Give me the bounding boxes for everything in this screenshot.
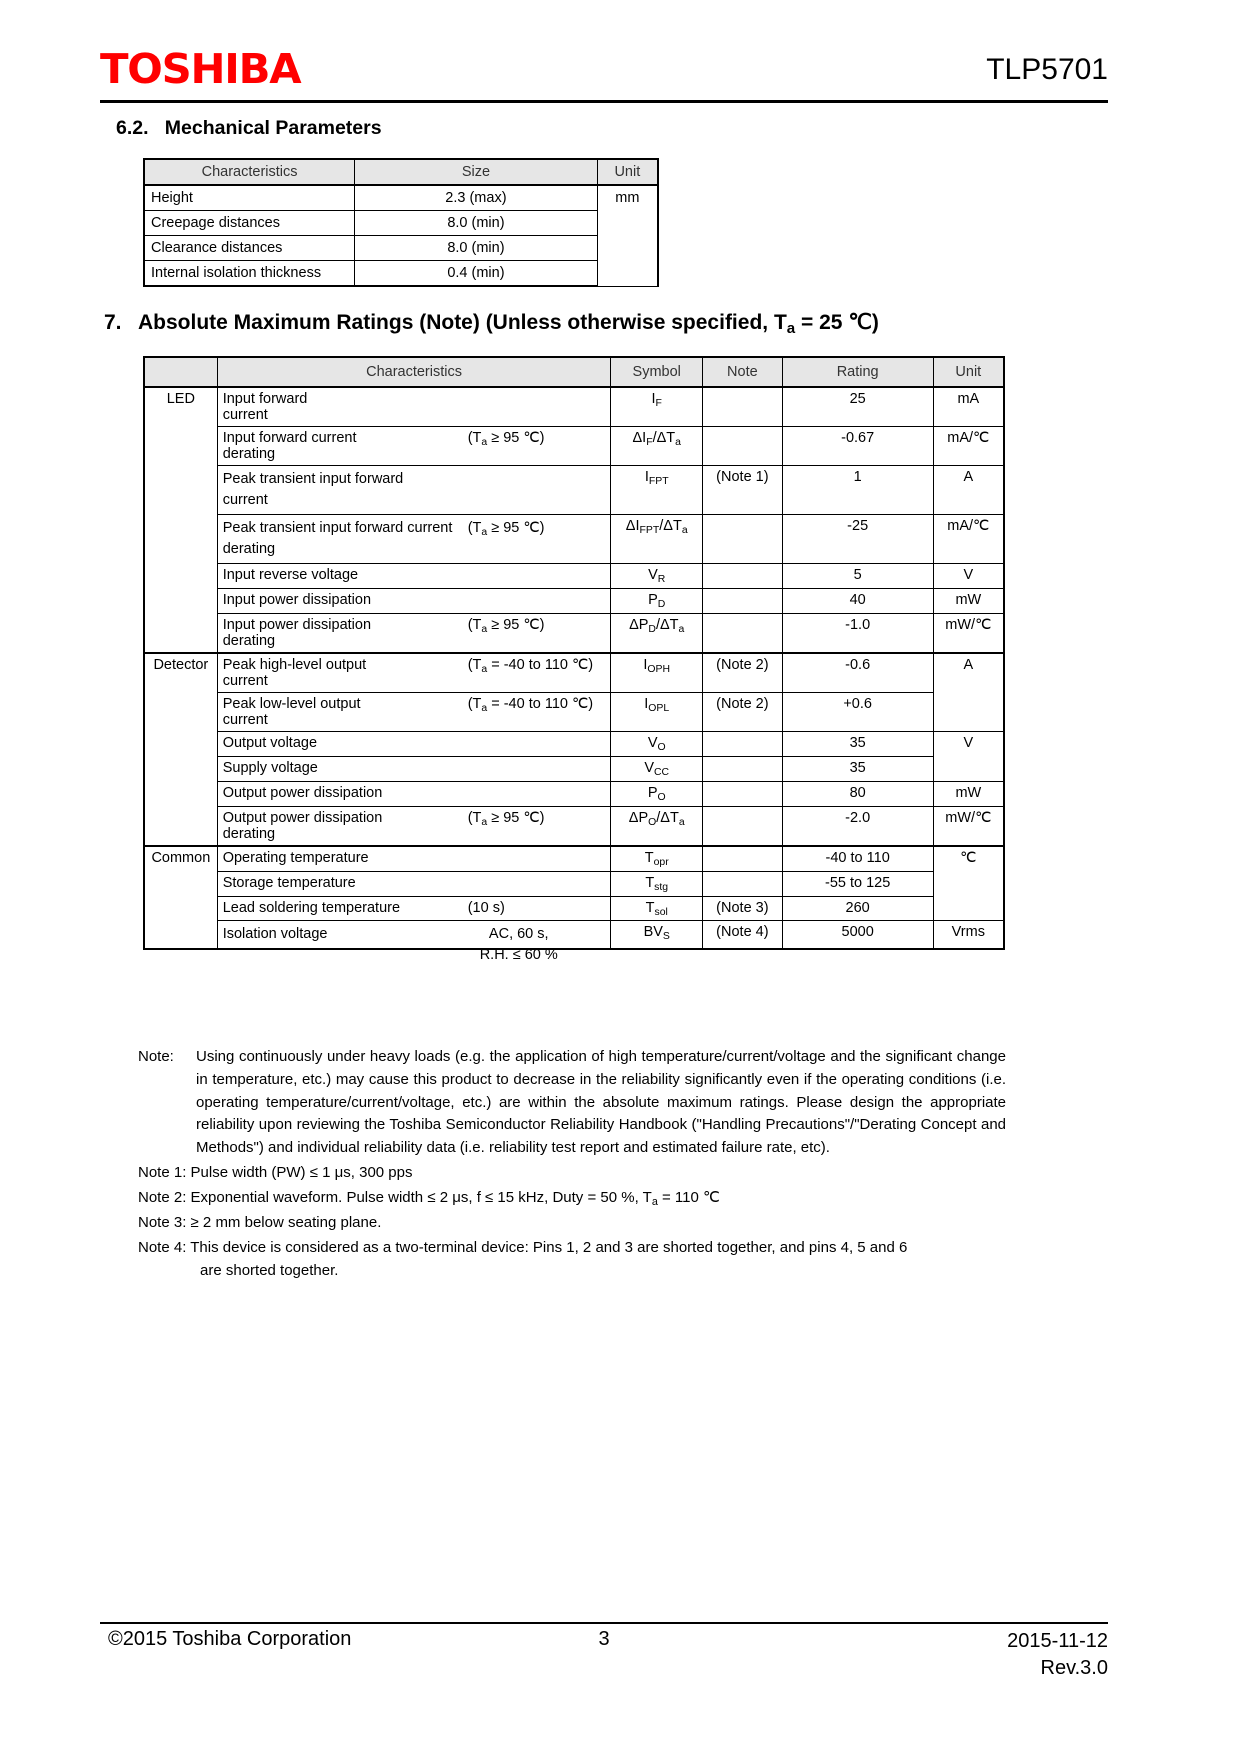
amr-cell-unit: mW bbox=[933, 588, 1004, 613]
amr-cell-symbol: $\Delta P_D/\Delta T_a$ bbox=[611, 613, 703, 653]
table-row bbox=[144, 387, 1004, 427]
amr-cell-rating: -1.0 bbox=[782, 613, 933, 653]
amr-cell-condition: ($T_a \ge 95$ ℃) bbox=[467, 809, 545, 828]
mech-cell-characteristic: Height bbox=[144, 185, 355, 211]
amr-cell-note: (Note 1) bbox=[703, 466, 783, 515]
mech-cell-characteristic: Creepage distances bbox=[144, 211, 355, 236]
amr-cell-characteristic: Output voltage bbox=[217, 731, 611, 756]
note-main bbox=[138, 1046, 1006, 1160]
amr-cell-rating: +0.6 bbox=[782, 692, 933, 731]
mech-cell-characteristic: Clearance distances bbox=[144, 236, 355, 261]
amr-cell-note bbox=[703, 846, 783, 871]
table-row bbox=[144, 731, 1004, 756]
amr-cell-rating: -55 to 125 bbox=[782, 871, 933, 896]
amr-header-group bbox=[144, 357, 217, 387]
amr-cell-characteristic: Storage temperature bbox=[217, 871, 611, 896]
amr-cell-rating: 5 bbox=[782, 564, 933, 589]
table-row bbox=[144, 653, 1004, 693]
amr-cell-note bbox=[703, 781, 783, 806]
amr-cell-unit: mA/℃ bbox=[933, 515, 1004, 564]
amr-cell-symbol: $P_O$ bbox=[611, 781, 703, 806]
amr-header-unit: Unit bbox=[933, 357, 1004, 387]
table-row bbox=[144, 871, 1004, 896]
notes-block bbox=[138, 1046, 1006, 1283]
note-3: Note 3: ≥ 2 mm below seating plane. bbox=[138, 1214, 382, 1232]
amr-cell-characteristic: Lead soldering temperature (10 s) bbox=[217, 896, 611, 921]
table-row bbox=[144, 921, 1004, 950]
mech-cell-size: 0.4 (min) bbox=[355, 261, 598, 287]
amr-cell-symbol: $\Delta I_F/\Delta T_a$ bbox=[611, 427, 703, 466]
amr-cell-unit: mA bbox=[933, 387, 1004, 427]
amr-cell-note bbox=[703, 515, 783, 564]
amr-cell-note: (Note 4) bbox=[703, 921, 783, 950]
amr-cell-symbol: $V_O$ bbox=[611, 731, 703, 756]
amr-cell-symbol: $T_{opr}$ bbox=[611, 846, 703, 871]
amr-cell-rating: 80 bbox=[782, 781, 933, 806]
mech-table-body bbox=[144, 185, 658, 286]
mech-cell-size: 8.0 (min) bbox=[355, 236, 598, 261]
table-row bbox=[144, 427, 1004, 466]
mechanical-parameters-table bbox=[143, 158, 659, 287]
toshiba-logo: TOSHIBA bbox=[100, 45, 301, 93]
amr-cell-characteristic: Input reverse voltage bbox=[217, 564, 611, 589]
amr-cell-note bbox=[703, 871, 783, 896]
amr-cell-characteristic: Supply voltage bbox=[217, 756, 611, 781]
amr-cell-condition: (10 s) bbox=[467, 899, 505, 916]
table-row bbox=[144, 846, 1004, 871]
amr-cell-characteristic: Operating temperature bbox=[217, 846, 611, 871]
footer-divider bbox=[100, 1622, 1108, 1624]
amr-cell-symbol: $T_{sol}$ bbox=[611, 896, 703, 921]
document-date: 2015-11-12 bbox=[1007, 1630, 1108, 1652]
amr-cell-note: (Note 2) bbox=[703, 692, 783, 731]
amr-cell-condition: ($T_a = -40$ to 110 ℃) bbox=[467, 656, 594, 675]
amr-cell-condition: ($T_a \ge 95$ ℃) bbox=[467, 520, 545, 538]
amr-cell-symbol: $P_D$ bbox=[611, 588, 703, 613]
amr-cell-rating: 5000 bbox=[782, 921, 933, 950]
table-row bbox=[144, 756, 1004, 781]
footer-right bbox=[1007, 1628, 1108, 1682]
amr-header-characteristics: Characteristics bbox=[217, 357, 611, 387]
amr-cell-unit: Vrms bbox=[933, 921, 1004, 950]
amr-cell-condition: ($T_a \ge 95$ ℃) bbox=[467, 430, 545, 448]
mech-cell-characteristic: Internal isolation thickness bbox=[144, 261, 355, 287]
amr-cell-characteristic: Peak high-level output current ($T_a = -40$ to 110 ℃) bbox=[217, 653, 611, 693]
section-7-title-post: = 25 ℃) bbox=[795, 311, 879, 334]
part-number: TLP5701 bbox=[986, 53, 1108, 86]
amr-header-note: Note bbox=[703, 357, 783, 387]
amr-cell-symbol: $T_{stg}$ bbox=[611, 871, 703, 896]
amr-cell-characteristic: Peak low-level output current ($T_a = -40$ to 110 ℃) bbox=[217, 692, 611, 731]
amr-cell-condition: AC, 60 s, R.H. ≤ 60 % bbox=[479, 926, 558, 964]
amr-cell-note: (Note 2) bbox=[703, 653, 783, 693]
amr-cell-unit: mA/℃ bbox=[933, 427, 1004, 466]
amr-cell-unit: mW/℃ bbox=[933, 806, 1004, 846]
amr-cell-symbol: $I_{OPH}$ bbox=[611, 653, 703, 693]
amr-cell-note bbox=[703, 387, 783, 427]
amr-group-label: Detector bbox=[144, 653, 217, 846]
note-2: Note 2: Exponential waveform. Pulse width ≤ 2 μs, f ≤ 15 kHz, Duty = 50 %, $T_a = 110$ ℃ bbox=[138, 1188, 720, 1208]
amr-group-label: Common bbox=[144, 846, 217, 950]
amr-cell-note bbox=[703, 564, 783, 589]
amr-cell-characteristic: Input power dissipation bbox=[217, 588, 611, 613]
amr-cell-note bbox=[703, 613, 783, 653]
amr-cell-rating: -0.6 bbox=[782, 653, 933, 693]
table-row bbox=[144, 185, 658, 211]
amr-cell-symbol: $I_{OPL}$ bbox=[611, 692, 703, 731]
absolute-maximum-ratings-table bbox=[143, 356, 1005, 964]
amr-cell-symbol: $V_R$ bbox=[611, 564, 703, 589]
amr-cell-rating: 260 bbox=[782, 896, 933, 921]
note-1: Note 1: Pulse width (PW) ≤ 1 μs, 300 pps bbox=[138, 1163, 413, 1181]
table-row bbox=[144, 261, 658, 287]
amr-cell-rating: -40 to 110 bbox=[782, 846, 933, 871]
copyright-text: ©2015 Toshiba Corporation bbox=[108, 1628, 352, 1650]
mech-cell-unit: mm bbox=[597, 185, 658, 286]
section-62-number: 6.2. bbox=[116, 117, 149, 139]
table-row bbox=[144, 692, 1004, 731]
amr-cell-unit: V bbox=[933, 564, 1004, 589]
mech-header-characteristics: Characteristics bbox=[144, 159, 355, 185]
table-header-row bbox=[144, 159, 658, 185]
mech-cell-size: 2.3 (max) bbox=[355, 185, 598, 211]
amr-cell-condition: ($T_a = -40$ to 110 ℃) bbox=[467, 695, 594, 714]
table-header-row bbox=[144, 357, 1004, 387]
table-row bbox=[144, 896, 1004, 921]
table-row bbox=[144, 613, 1004, 653]
amr-cell-note bbox=[703, 588, 783, 613]
mech-header-size: Size bbox=[355, 159, 598, 185]
amr-cell-rating: -0.67 bbox=[782, 427, 933, 466]
note-main-label: Note: bbox=[138, 1048, 174, 1065]
section-7-heading bbox=[104, 310, 879, 337]
amr-cell-rating: 25 bbox=[782, 387, 933, 427]
section-7-number: 7. bbox=[104, 311, 122, 334]
amr-cell-rating: -25 bbox=[782, 515, 933, 564]
amr-cell-characteristic: Input power dissipation derating ($T_a \ge 95$ ℃) bbox=[217, 613, 611, 653]
amr-cell-rating: 40 bbox=[782, 588, 933, 613]
table-row bbox=[144, 781, 1004, 806]
amr-cell-condition: ($T_a \ge 95$ ℃) bbox=[467, 616, 545, 635]
amr-group-label: LED bbox=[144, 387, 217, 653]
section-7-title-sub: a bbox=[786, 320, 796, 338]
amr-table-body bbox=[144, 387, 1004, 964]
section-62-heading bbox=[116, 117, 382, 140]
table-row bbox=[144, 588, 1004, 613]
section-62-title: Mechanical Parameters bbox=[164, 117, 382, 139]
amr-table-head bbox=[144, 357, 1004, 387]
note-main-text: Using continuously under heavy loads (e.g. the application of high temperature/current/voltage and the significant change in temperature, etc.) may cause this product to decrease in the reliability significantly even if the operating conditions (i.e. operating temperature/current/voltage, etc.) are within the absolute maximum ratings. Please design the appropriate reliability upon reviewing the Toshiba Semiconductor Reliability Handbook ("Handling Precautions"/"Derating Concept and Methods") and individual reliability data (i.e. reliability test report and estimated failure rate, etc). bbox=[196, 1048, 1006, 1157]
amr-cell-unit: mW/℃ bbox=[933, 613, 1004, 653]
amr-cell-characteristic: Isolation voltage AC, 60 s, R.H. ≤ 60 % bbox=[217, 921, 611, 950]
amr-cell-rating: 1 bbox=[782, 466, 933, 515]
amr-cell-rating: -2.0 bbox=[782, 806, 933, 846]
page-number: 3 bbox=[598, 1628, 610, 1650]
table-row bbox=[144, 564, 1004, 589]
amr-cell-note bbox=[703, 756, 783, 781]
amr-cell-unit: A bbox=[933, 653, 1004, 732]
amr-cell-characteristic: Input forward current bbox=[217, 387, 611, 427]
amr-cell-unit: ℃ bbox=[933, 846, 1004, 921]
amr-cell-symbol: $\Delta I_{FPT}/\Delta T_a$ bbox=[611, 515, 703, 564]
note-4: Note 4: This device is considered as a two-terminal device: Pins 1, 2 and 3 are shorted together, and pins 4, 5 and 6 are shorted together. bbox=[138, 1239, 908, 1279]
amr-cell-symbol: $I_F$ bbox=[611, 387, 703, 427]
amr-header-rating: Rating bbox=[782, 357, 933, 387]
mech-header-unit: Unit bbox=[597, 159, 658, 185]
amr-header-symbol: Symbol bbox=[611, 357, 703, 387]
amr-cell-characteristic: Peak transient input forward current bbox=[217, 466, 611, 515]
document-revision: Rev.3.0 bbox=[1040, 1657, 1108, 1679]
table-row bbox=[144, 466, 1004, 515]
amr-cell-unit: A bbox=[933, 466, 1004, 515]
amr-cell-unit: mW bbox=[933, 781, 1004, 806]
amr-cell-rating: 35 bbox=[782, 731, 933, 756]
amr-cell-characteristic: Input forward current derating ($T_a \ge 95$ ℃) bbox=[217, 427, 611, 466]
amr-cell-characteristic: Peak transient input forward current derating ($T_a \ge 95$ ℃) bbox=[217, 515, 611, 564]
amr-cell-note: (Note 3) bbox=[703, 896, 783, 921]
amr-cell-note bbox=[703, 427, 783, 466]
amr-cell-symbol: $BV_S$ bbox=[611, 921, 703, 950]
section-7-title-pre: Absolute Maximum Ratings (Note) (Unless otherwise specified, T bbox=[138, 311, 787, 334]
mech-cell-size: 8.0 (min) bbox=[355, 211, 598, 236]
amr-cell-symbol: $V_{CC}$ bbox=[611, 756, 703, 781]
amr-cell-characteristic: Output power dissipation bbox=[217, 781, 611, 806]
amr-cell-rating: 35 bbox=[782, 756, 933, 781]
header-divider bbox=[100, 100, 1108, 103]
table-row bbox=[144, 236, 658, 261]
amr-cell-symbol: $I_{FPT}$ bbox=[611, 466, 703, 515]
amr-cell-characteristic: Output power dissipation derating ($T_a \ge 95$ ℃) bbox=[217, 806, 611, 846]
mech-table-head bbox=[144, 159, 658, 185]
table-row bbox=[144, 515, 1004, 564]
table-row bbox=[144, 806, 1004, 846]
page-header bbox=[100, 46, 1108, 108]
table-row bbox=[144, 211, 658, 236]
amr-cell-symbol: $\Delta P_O/\Delta T_a$ bbox=[611, 806, 703, 846]
amr-cell-unit: V bbox=[933, 731, 1004, 781]
amr-cell-note bbox=[703, 731, 783, 756]
amr-cell-note bbox=[703, 806, 783, 846]
